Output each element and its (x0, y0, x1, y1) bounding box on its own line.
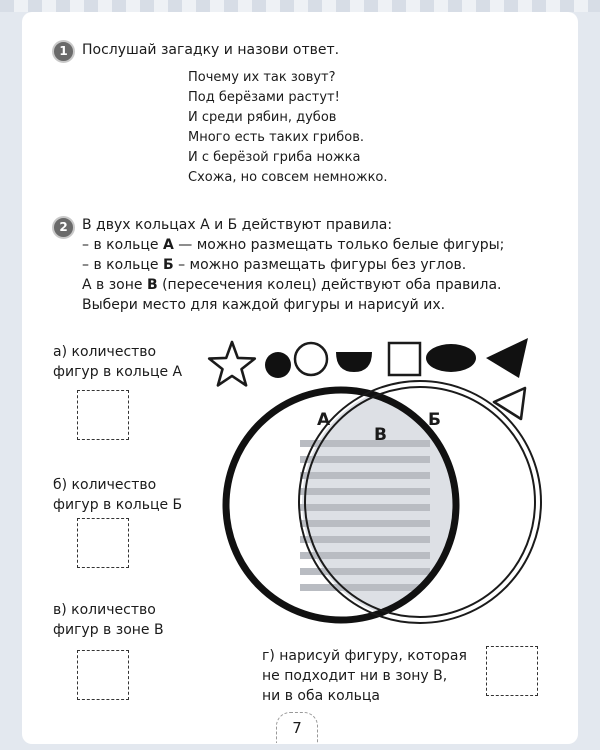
page-number: 7 (276, 712, 318, 743)
ring-a-letter: А (317, 410, 331, 430)
rule-letter: Б (162, 257, 174, 273)
poem-line: И среди рябин, дубов (188, 110, 337, 125)
poem-line: Много есть таких грибов. (188, 130, 365, 145)
task-1-instruction: Послушай загадку и назови ответ. (82, 42, 340, 58)
rule-text: — можно размещать только белые фигуры; (173, 237, 505, 253)
black-oval-shape (426, 344, 476, 372)
poem-line: И с берёзой гриба ножка (188, 150, 361, 165)
white-square-shape (389, 343, 420, 375)
rule-text: – в кольце (82, 237, 163, 253)
rule-text: – в кольце (82, 257, 163, 273)
rules-intro: В двух кольцах А и Б действуют правила: (82, 217, 393, 233)
ring-b-letter: Б (428, 410, 441, 430)
rule-text: А в зоне (82, 277, 147, 293)
rule-letter: А (162, 237, 174, 253)
label-line: б) количество (53, 477, 157, 493)
label-line: не подходит ни в зону В, (262, 668, 448, 684)
label-line: ни в оба кольца (262, 688, 380, 704)
zone-v-letter: В (374, 425, 387, 445)
task-2-number-badge: 2 (52, 216, 75, 239)
rule-letter: В (146, 277, 158, 293)
label-line: г) нарисуй фигуру, которая (262, 648, 467, 664)
poem-line: Почему их так зовут? (188, 70, 336, 85)
rule-text: (пересечения колец) действуют оба правила. (157, 277, 502, 293)
label-line: а) количество (53, 344, 157, 360)
label-line: фигур в зоне В (53, 622, 164, 638)
rule-text: – можно размещать фигуры без углов. (173, 257, 467, 273)
label-line: фигур в кольце А (53, 364, 183, 380)
rules-task: Выбери место для каждой фигуры и нарисуй их. (82, 297, 446, 313)
black-half-oval-shape (336, 352, 372, 372)
poem-line: Под берёзами растут! (188, 90, 340, 105)
white-circle-shape (295, 343, 327, 375)
black-triangle-shape (486, 338, 528, 378)
white-triangle-shape (494, 388, 525, 419)
label-line: в) количество (53, 602, 156, 618)
poem-line: Схожа, но совсем немножко. (188, 170, 388, 185)
black-circle-shape (265, 352, 291, 378)
task-1-number-badge: 1 (52, 40, 75, 63)
label-line: фигур в кольце Б (53, 497, 183, 513)
star-shape (209, 342, 255, 385)
